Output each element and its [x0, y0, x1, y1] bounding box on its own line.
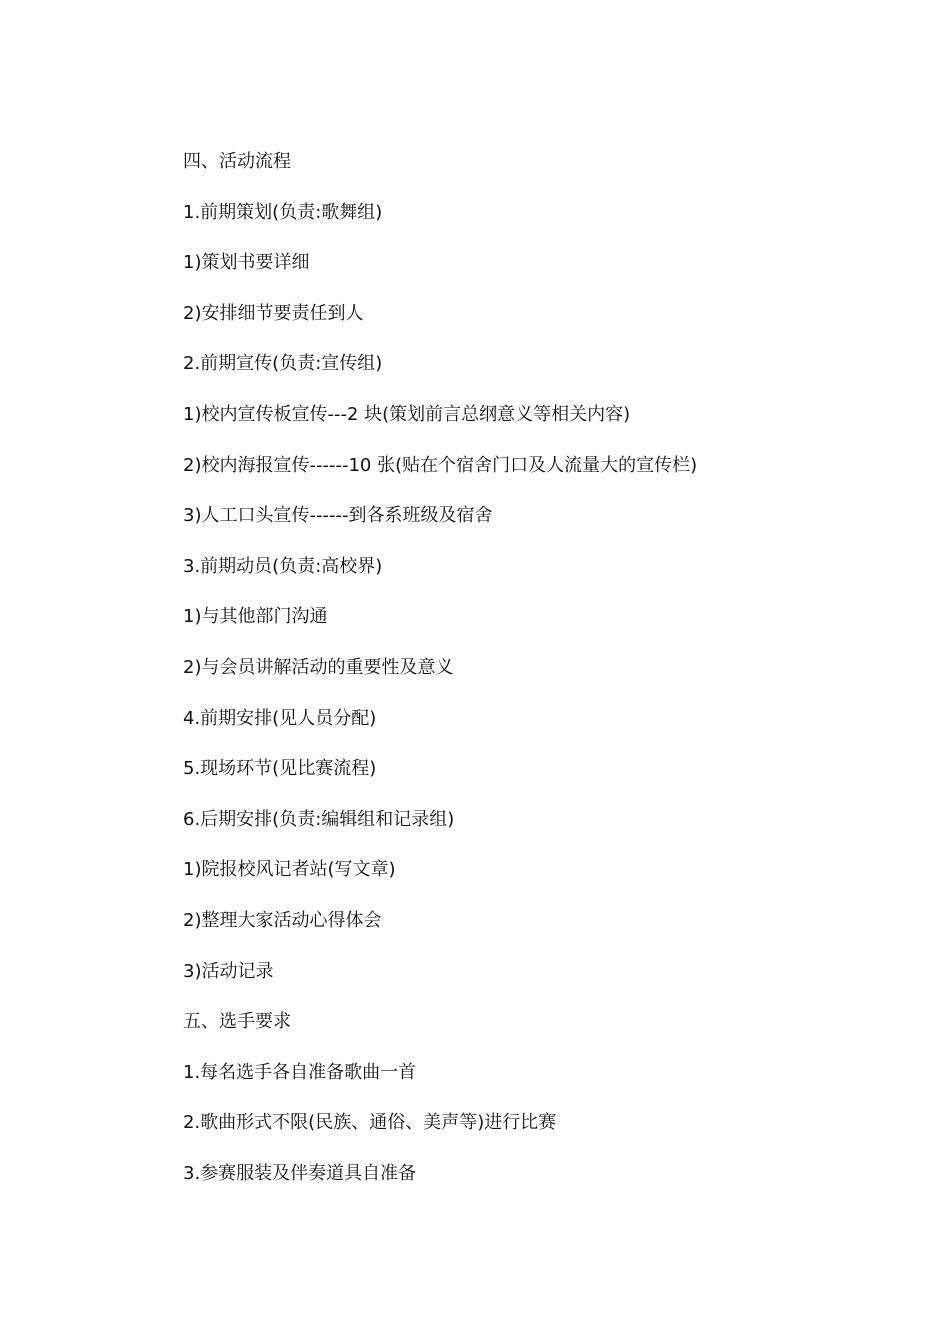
subitem-text: 1)院报校风记者站(写文章) — [183, 859, 396, 881]
section-heading-contestant-requirements: 五、选手要求 — [183, 1011, 291, 1033]
section-heading-activity-flow: 四、活动流程 — [183, 151, 291, 172]
subitem-text: 2)安排细节要责任到人 — [183, 302, 364, 324]
item-early-mobilization: 3.前期动员(负责:高校界) — [183, 555, 383, 577]
item-early-planning: 1.前期策划(负责:歌舞组) — [183, 201, 383, 223]
subitem-text: 2)校内海报宣传------10 张(贴在个宿舍门口及人流量大的宣传栏) — [183, 454, 698, 476]
subitem-text: 3)活动记录 — [183, 960, 274, 982]
subitem-text: 1)策划书要详细 — [183, 252, 310, 274]
requirement-item: 1.每名选手各自准备歌曲一首 — [183, 1061, 417, 1083]
item-later-arrangement: 6.后期安排(负责:编辑组和记录组) — [183, 808, 455, 830]
subitem-text: 1)与其他部门沟通 — [183, 606, 328, 628]
subitem-text: 2)与会员讲解活动的重要性及意义 — [183, 656, 454, 678]
document-body — [183, 148, 803, 1210]
requirement-item: 3.参赛服装及伴奏道具自准备 — [183, 1162, 417, 1184]
item-early-arrangement: 4.前期安排(见人员分配) — [183, 707, 377, 729]
subitem-text: 2)整理大家活动心得体会 — [183, 909, 382, 931]
item-onsite-segment: 5.现场环节(见比赛流程) — [183, 758, 377, 780]
subitem-text: 3)人工口头宣传------到各系班级及宿舍 — [183, 505, 493, 527]
item-early-publicity: 2.前期宣传(负责:宣传组) — [183, 353, 383, 375]
subitem-text: 1)校内宣传板宣传---2 块(策划前言总纲意义等相关内容) — [183, 403, 631, 425]
requirement-item: 2.歌曲形式不限(民族、通俗、美声等)进行比赛 — [183, 1112, 557, 1134]
